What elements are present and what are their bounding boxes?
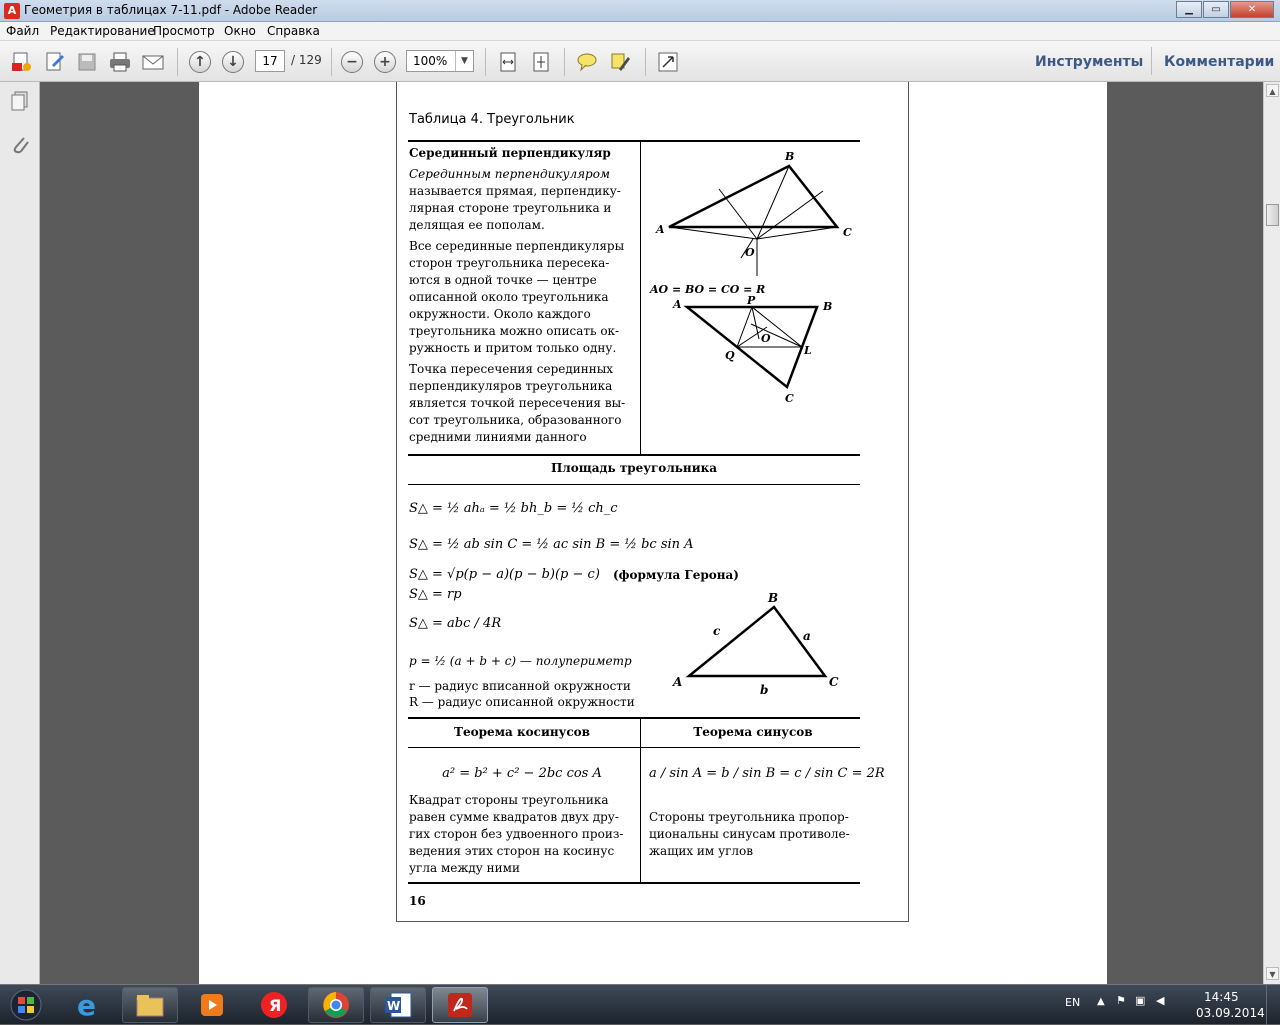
perpendicular-bisector-figure — [647, 146, 857, 286]
flag-icon[interactable]: ⚑ — [1116, 994, 1126, 1007]
page-thumbnails-icon[interactable] — [9, 90, 31, 116]
create-pdf-icon[interactable] — [8, 49, 34, 75]
vertex-label: O — [745, 246, 755, 259]
page-total: / 129 — [291, 53, 322, 67]
close-button[interactable]: ✕ — [1230, 1, 1274, 18]
text-line: окружности. Около каждого — [409, 307, 591, 321]
section-heading: Серединный перпендикуляр — [409, 146, 611, 160]
comment-icon[interactable] — [574, 49, 600, 75]
cosine-formula: a² = b² + c² − 2bc cos A — [442, 766, 602, 781]
save-icon[interactable] — [74, 49, 100, 75]
text-line: сторон треугольника пересека- — [409, 256, 610, 270]
document-viewer[interactable] — [41, 82, 1263, 984]
menu-bar — [0, 22, 1280, 41]
print-icon[interactable] — [107, 49, 133, 75]
text-line: делящая ее пополам. — [409, 218, 545, 232]
text-line: угла между ними — [409, 861, 521, 875]
divider — [408, 454, 860, 456]
area-formula: S△ = abc / 4R — [409, 616, 502, 631]
text-line: описанной около треугольника — [409, 290, 609, 304]
media-player-icon[interactable] — [184, 987, 240, 1023]
menu-file[interactable]: Файл — [6, 24, 40, 38]
scroll-up-icon[interactable]: ▲ — [1266, 84, 1279, 97]
show-desktop-button[interactable] — [1266, 985, 1280, 1025]
area-formula: S△ = ½ ab sin C = ½ ac sin B = ½ bc sin A — [409, 537, 694, 552]
clock-time[interactable]: 14:45 — [1204, 990, 1239, 1004]
zoom-out-button[interactable]: − — [339, 49, 365, 75]
maximize-button[interactable]: ▭ — [1203, 1, 1229, 18]
fit-width-icon[interactable] — [495, 49, 521, 75]
title-bar — [0, 0, 1280, 22]
edit-document-icon[interactable] — [42, 49, 68, 75]
vertex-label: P — [747, 294, 756, 307]
vertex-label: C — [785, 392, 794, 405]
vertex-label: A — [673, 298, 682, 311]
column-divider — [640, 718, 641, 883]
divider — [408, 882, 860, 884]
sine-theorem-heading: Теорема синусов — [693, 725, 813, 739]
svg-text:Я: Я — [269, 996, 282, 1015]
text-line: средними линиями данного — [409, 430, 587, 444]
text-line: равен сумме квадратов двух дру- — [409, 810, 619, 824]
volume-icon[interactable]: ◀ — [1156, 994, 1165, 1007]
toolbar — [0, 41, 1280, 82]
text-line: лярная стороне треугольника и — [409, 201, 612, 215]
vertex-label: C — [843, 226, 852, 239]
text-line: циональны синусам противоле- — [649, 827, 850, 841]
language-indicator[interactable]: EN — [1065, 996, 1081, 1009]
comments-tab[interactable]: Комментарии — [1164, 54, 1275, 70]
vertex-label: O — [761, 332, 771, 345]
start-button[interactable] — [6, 989, 46, 1025]
taskbar — [0, 984, 1280, 1024]
show-hidden-icons-icon[interactable]: ▲ — [1097, 996, 1105, 1007]
divider — [408, 484, 860, 485]
side-label: c — [713, 624, 721, 638]
scroll-down-icon[interactable]: ▼ — [1266, 967, 1279, 980]
heron-formula: S△ = √p(p − a)(p − b)(p − c) — [409, 567, 600, 582]
area-formula: S△ = rp — [409, 587, 462, 602]
text-line: ружность и притом только одну. — [409, 341, 617, 355]
text-line: называется прямая, перпендику- — [409, 184, 621, 198]
inradius-definition: r — радиус вписанной окружности — [409, 679, 631, 693]
email-icon[interactable] — [140, 49, 166, 75]
chevron-down-icon[interactable]: ▼ — [455, 51, 473, 71]
word-icon[interactable] — [370, 987, 426, 1023]
column-divider — [640, 141, 641, 455]
area-formula: S△ = ½ ahₐ = ½ bh_b = ½ ch_c — [409, 501, 618, 516]
chrome-icon[interactable] — [308, 987, 364, 1023]
vertex-label: B — [768, 591, 779, 605]
vertex-label: L — [804, 344, 812, 357]
side-label: b — [760, 683, 769, 697]
vertex-label: B — [785, 150, 795, 163]
attachments-icon[interactable] — [9, 132, 31, 160]
page-number: 16 — [409, 894, 426, 908]
section-heading: Площадь треугольника — [550, 461, 718, 475]
circumradius-definition: R — радиус описанной окружности — [409, 695, 635, 709]
text-line: сот треугольника, образованного — [409, 413, 622, 427]
text-line: гих сторон без удвоенного произ- — [409, 827, 624, 841]
explorer-icon[interactable] — [122, 987, 178, 1023]
cosine-theorem-heading: Теорема косинусов — [454, 725, 590, 739]
vertex-label: A — [656, 223, 665, 236]
clock-date[interactable]: 03.09.2014 — [1196, 1006, 1265, 1020]
ie-icon[interactable] — [60, 987, 116, 1023]
network-icon[interactable]: ▣ — [1135, 994, 1146, 1007]
svg-text:W: W — [387, 999, 401, 1013]
next-page-button[interactable]: ↓ — [220, 49, 246, 75]
semiperimeter-formula: p = ½ (a + b + c) — полупериметр — [409, 654, 632, 668]
vertex-label: A — [673, 675, 683, 689]
text-line: треугольника можно описать ок- — [409, 324, 620, 338]
page-number-input[interactable]: 17 — [255, 50, 285, 72]
text-line: Квадрат стороны треугольника — [409, 793, 609, 807]
adobe-reader-icon: A — [4, 3, 20, 19]
text-line: жащих им углов — [649, 844, 754, 858]
vertex-label: Q — [725, 349, 735, 362]
text-line: ведения этих сторон на косинус — [409, 844, 615, 858]
menu-edit[interactable]: Редактирование — [50, 24, 155, 38]
vertex-label: B — [823, 300, 833, 313]
text-line: ются в одной точке — центре — [409, 273, 597, 287]
vertical-scrollbar[interactable] — [1263, 82, 1280, 984]
fullscreen-icon[interactable] — [655, 49, 681, 75]
highlight-icon[interactable] — [607, 49, 633, 75]
triangle-abc-figure — [669, 590, 859, 700]
circumradius-equation: AO = BO = CO = R — [650, 283, 766, 296]
svg-text:e: e — [77, 989, 96, 1022]
text-line: Все серединные перпендикуляры — [409, 239, 625, 253]
side-label: a — [803, 629, 811, 643]
minimize-button[interactable]: ▁ — [1176, 1, 1202, 18]
navigation-pane — [0, 82, 40, 984]
yandex-icon[interactable] — [246, 987, 302, 1023]
table-title: Таблица 4. Треугольник — [409, 112, 575, 127]
zoom-in-button[interactable]: + — [372, 49, 398, 75]
text-line: является точкой пересечения вы- — [409, 396, 626, 410]
zoom-select[interactable] — [406, 50, 474, 72]
menu-help[interactable]: Справка — [267, 24, 320, 38]
divider — [408, 747, 860, 748]
menu-window[interactable]: Окно — [224, 24, 256, 38]
zoom-value: 100% — [413, 54, 448, 68]
midline-triangle-figure — [667, 294, 847, 412]
sine-formula: a / sin A = b / sin B = c / sin C = 2R — [649, 766, 885, 781]
tools-tab[interactable]: Инструменты — [1035, 54, 1144, 70]
scroll-thumb[interactable] — [1266, 204, 1279, 226]
text-line: Стороны треугольника пропор- — [649, 810, 849, 824]
prev-page-button[interactable]: ↑ — [187, 49, 213, 75]
text-line: перпендикуляров треугольника — [409, 379, 613, 393]
definition-italic: Серединным перпендикуляром — [409, 167, 610, 181]
divider — [408, 140, 860, 142]
divider — [408, 717, 860, 719]
menu-view[interactable]: Просмотр — [153, 24, 215, 38]
fit-page-icon[interactable] — [528, 49, 554, 75]
text-line: Точка пересечения серединных — [409, 362, 614, 376]
heron-note: (формула Герона) — [613, 568, 739, 582]
page-content-frame — [396, 82, 909, 922]
adobe-reader-icon[interactable] — [432, 987, 488, 1023]
vertex-label: C — [829, 675, 839, 689]
pdf-page — [199, 82, 1107, 984]
window-title: Геометрия в таблицах 7-11.pdf - Adobe Reader — [24, 3, 318, 17]
